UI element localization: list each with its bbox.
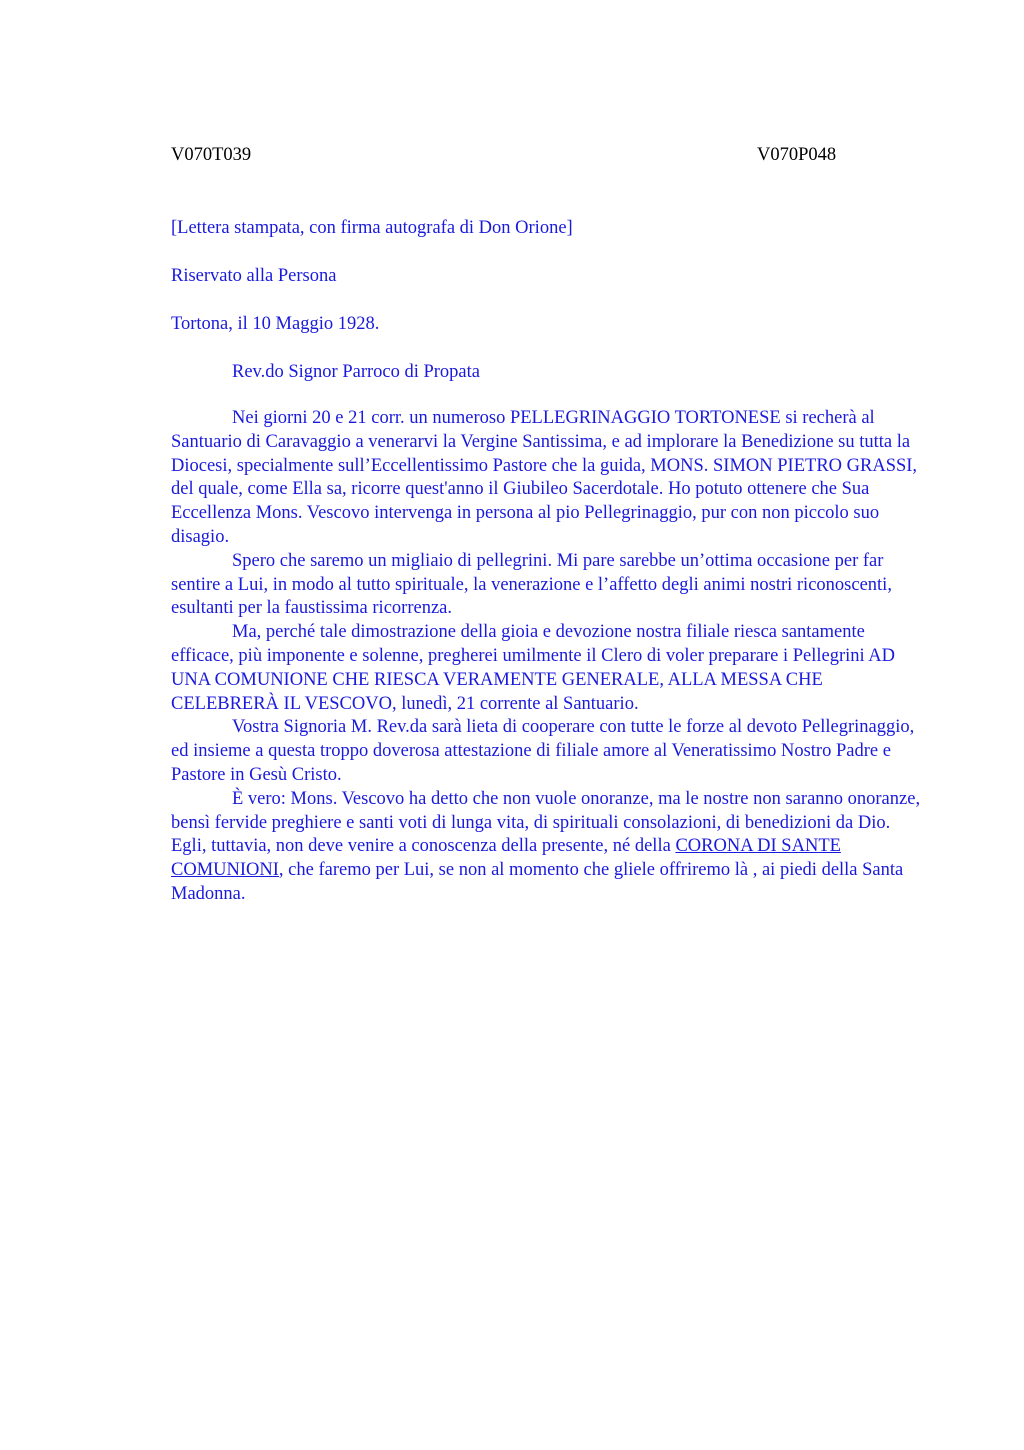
letter-page <box>171 145 927 904</box>
editorial-note: [Lettera stampata, con firma autografa di Don Orione] <box>171 218 573 238</box>
document-header <box>171 145 927 171</box>
document-code-left: V070T039 <box>171 145 252 165</box>
body-paragraph-5 <box>171 788 927 907</box>
place-and-date: Tortona, il 10 Maggio 1928. <box>171 314 380 334</box>
letter-body <box>171 407 927 907</box>
body-paragraph-3: Ma, perché tale dimostrazione della gioia e devozione nostra filiale riesca santamente efficace, più imponente e solenne, pregherei umilmente il Clero di voler preparare i Pellegrini AD UNA COMUNIONE CHE RIESCA VERAMENTE GENERALE, ALLA MESSA CHE CELEBRERÀ IL VESCOVO, lunedì, 21 corrente al Santuario. <box>171 622 895 714</box>
underlined-phrase: CORONA DI SANTE COMUNIONI <box>171 836 841 881</box>
body-paragraph-2: Spero che saremo un migliaio di pellegrini. Mi pare sarebbe un’ottima occasione per far sentire a Lui, in modo al tutto spirituale, la venerazione e l’affetto degli animi nostri riconoscenti, esultanti per la faustissima ricorrenza. <box>171 550 892 619</box>
body-paragraph-1: Nei giorni 20 e 21 corr. un numeroso PELLEGRINAGGIO TORTONESE si recherà al Santuario di Caravaggio a venerarvi la Vergine Santissima, e ad implorare la Benedizione su tutta la Diocesi, specialmente sull’Eccellentissimo Pastore che la guida, MONS. SIMON PIETRO GRASSI, del quale, come Ella sa, ricorre quest'anno il Giubileo Sacerdotale. Ho potuto ottenere che Sua Eccellenza Mons. Vescovo intervenga in persona al pio Pellegrinaggio, pur con non piccolo suo disagio. <box>171 408 918 547</box>
reserved-notice: Riservato alla Persona <box>171 266 337 286</box>
salutation: Rev.do Signor Parroco di Propata <box>232 362 480 382</box>
body-paragraph-4: Vostra Signoria M. Rev.da sarà lieta di cooperare con tutte le forze al devoto Pellegrinaggio, ed insieme a questa troppo doverosa attestazione di filiale amore al Veneratissimo Nostro Padre e Pastore in Gesù Cristo. <box>171 717 915 785</box>
paragraph-5-text-start: È vero: Mons. Vescovo ha detto che non vuole onoranze, ma le nostre non saranno onoranze, bensì fervide preghiere e santi voti di lunga vita, di spirituali consolazioni, di benedizioni da Dio. Egli, tuttavia, non deve venire a conoscenza della presente, né della <box>171 788 921 857</box>
document-code-right: V070P048 <box>757 145 837 165</box>
paragraph-5-text-end: , che faremo per Lui, se non al momento che gliele offriremo là , ai piedi della Santa Madonna. <box>171 860 904 904</box>
